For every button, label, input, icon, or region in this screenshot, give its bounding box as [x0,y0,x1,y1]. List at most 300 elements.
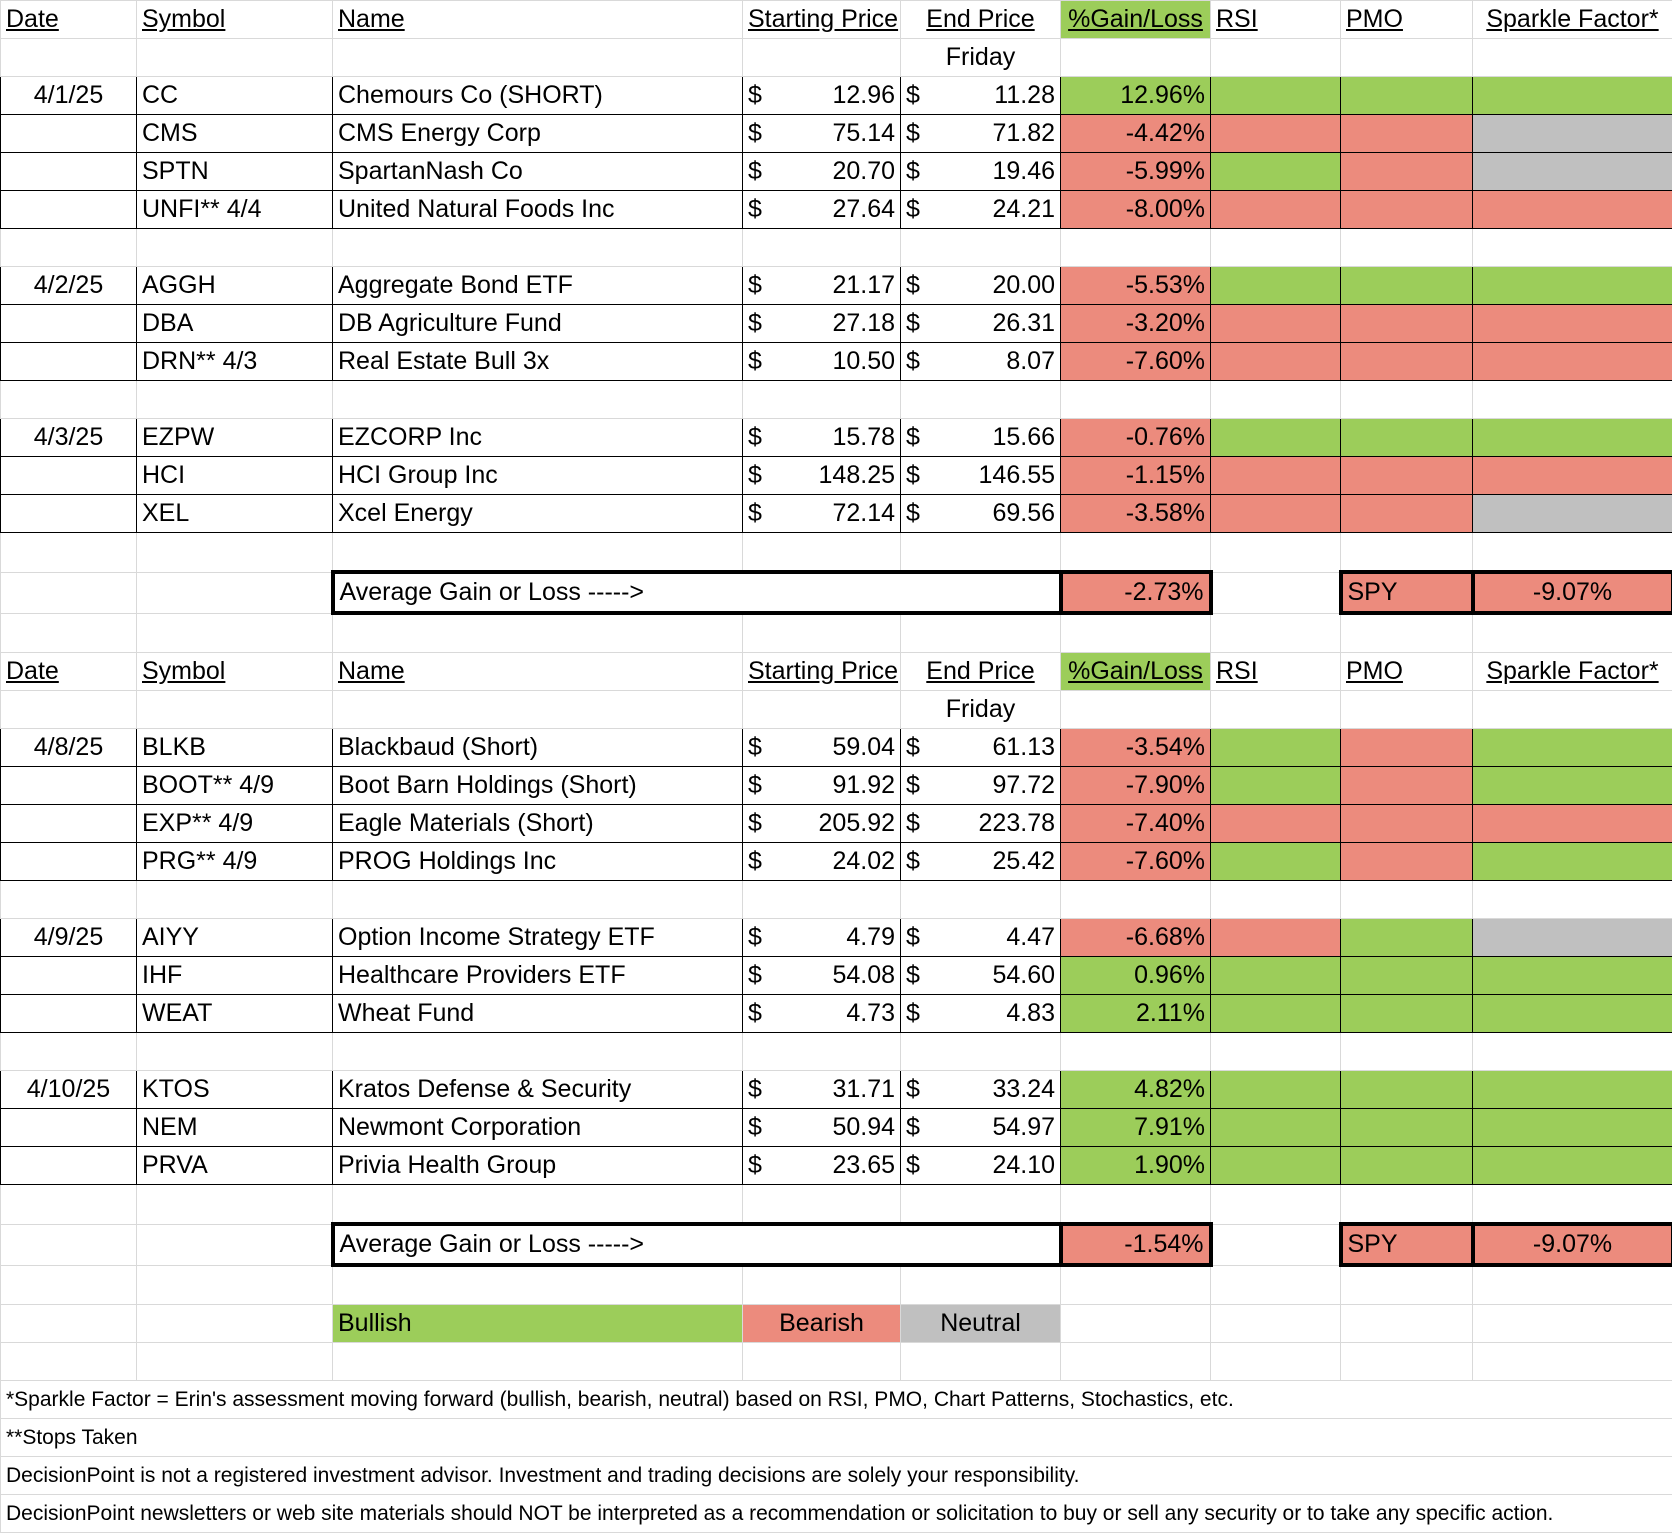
gain-loss-cell[interactable]: -8.00% [1061,191,1211,229]
empty-cell[interactable] [901,381,1061,419]
rsi-cell[interactable] [1211,305,1341,343]
rsi-cell[interactable] [1211,77,1341,115]
date-cell[interactable] [1,115,137,153]
symbol-cell[interactable]: BOOT** 4/9 [137,767,333,805]
empty-cell[interactable] [1211,572,1341,613]
empty-cell[interactable] [901,1033,1061,1071]
sparkle-factor-cell[interactable] [1473,919,1672,957]
pmo-cell[interactable] [1341,1109,1473,1147]
empty-cell[interactable] [1473,881,1672,919]
empty-cell[interactable] [137,229,333,267]
empty-cell[interactable] [1061,1343,1211,1381]
end-price-cell[interactable] [901,305,1061,343]
sparkle-factor-cell[interactable] [1473,805,1672,843]
empty-cell[interactable] [1473,1265,1672,1305]
empty-cell[interactable] [1341,381,1473,419]
empty-cell[interactable] [333,533,743,573]
empty-cell[interactable] [1061,613,1211,653]
empty-cell[interactable] [333,881,743,919]
gain-loss-cell[interactable]: -0.76% [1061,419,1211,457]
name-cell[interactable]: Healthcare Providers ETF [333,957,743,995]
header-starting-price[interactable]: Starting Price [743,1,901,39]
empty-cell[interactable] [333,1265,743,1305]
rsi-cell[interactable] [1211,495,1341,533]
starting-price-cell[interactable] [743,419,901,457]
empty-cell[interactable] [1211,1224,1341,1265]
symbol-cell[interactable]: EZPW [137,419,333,457]
empty-cell[interactable] [1,533,137,573]
empty-cell[interactable] [1061,691,1211,729]
header-starting-price[interactable]: Starting Price [743,653,901,691]
end-price-cell[interactable] [901,843,1061,881]
symbol-cell[interactable]: DBA [137,305,333,343]
empty-cell[interactable] [1,1343,137,1381]
symbol-cell[interactable]: NEM [137,1109,333,1147]
empty-cell[interactable] [1,1185,137,1225]
starting-price-cell[interactable] [743,995,901,1033]
average-gain-value[interactable]: -2.73% [1061,572,1211,613]
pmo-cell[interactable] [1341,957,1473,995]
date-cell[interactable] [1,1109,137,1147]
sparkle-factor-cell[interactable] [1473,1147,1672,1185]
empty-cell[interactable] [1211,1305,1341,1343]
gain-loss-cell[interactable]: -3.54% [1061,729,1211,767]
header-pmo[interactable]: PMO [1341,653,1473,691]
empty-cell[interactable] [1,1305,137,1343]
name-cell[interactable]: Real Estate Bull 3x [333,343,743,381]
header-sparkle-factor[interactable]: Sparkle Factor* [1473,1,1672,39]
gain-loss-cell[interactable]: -5.99% [1061,153,1211,191]
pmo-cell[interactable] [1341,995,1473,1033]
empty-cell[interactable] [1,1265,137,1305]
name-cell[interactable]: PROG Holdings Inc [333,843,743,881]
sparkle-factor-note[interactable]: *Sparkle Factor = Erin's assessment moving forward (bullish, bearish, neutral) based on RSI, PMO, Chart Patterns, Stochastics, etc. [1,1381,1672,1419]
end-price-cell[interactable] [901,153,1061,191]
symbol-cell[interactable]: XEL [137,495,333,533]
date-cell[interactable] [1,153,137,191]
empty-cell[interactable] [1473,1033,1672,1071]
gain-loss-cell[interactable]: -1.15% [1061,457,1211,495]
empty-cell[interactable] [1341,39,1473,77]
date-cell[interactable]: 4/9/25 [1,919,137,957]
empty-cell[interactable] [743,1224,901,1265]
gain-loss-cell[interactable]: 12.96% [1061,77,1211,115]
symbol-cell[interactable]: HCI [137,457,333,495]
starting-price-cell[interactable] [743,495,901,533]
gain-loss-cell[interactable]: -6.68% [1061,919,1211,957]
name-cell[interactable]: Blackbaud (Short) [333,729,743,767]
empty-cell[interactable] [1341,1185,1473,1225]
pmo-cell[interactable] [1341,729,1473,767]
empty-cell[interactable] [137,1033,333,1071]
rsi-cell[interactable] [1211,1109,1341,1147]
date-cell[interactable] [1,495,137,533]
starting-price-cell[interactable] [743,1147,901,1185]
starting-price-cell[interactable] [743,191,901,229]
sparkle-factor-cell[interactable] [1473,957,1672,995]
empty-cell[interactable] [901,613,1061,653]
empty-cell[interactable] [743,1265,901,1305]
end-price-cell[interactable] [901,1109,1061,1147]
empty-cell[interactable] [1061,1265,1211,1305]
empty-cell[interactable] [333,1033,743,1071]
gain-loss-cell[interactable]: -7.40% [1061,805,1211,843]
symbol-cell[interactable]: BLKB [137,729,333,767]
empty-cell[interactable] [1473,39,1672,77]
header-rsi[interactable]: RSI [1211,1,1341,39]
empty-cell[interactable] [1061,381,1211,419]
rsi-cell[interactable] [1211,729,1341,767]
sparkle-factor-cell[interactable] [1473,419,1672,457]
header-date[interactable]: Date [1,1,137,39]
disclaimer-advisor[interactable]: DecisionPoint is not a registered investment advisor. Investment and trading decisions are solely your responsibility. [1,1457,1672,1495]
name-cell[interactable]: Wheat Fund [333,995,743,1033]
legend-bullish[interactable]: Bullish [333,1305,743,1343]
name-cell[interactable]: Aggregate Bond ETF [333,267,743,305]
empty-cell[interactable] [1211,1343,1341,1381]
header-end-price[interactable]: End Price [901,653,1061,691]
symbol-cell[interactable]: EXP** 4/9 [137,805,333,843]
empty-cell[interactable] [137,39,333,77]
symbol-cell[interactable]: CMS [137,115,333,153]
sparkle-factor-cell[interactable] [1473,1109,1672,1147]
empty-cell[interactable] [333,229,743,267]
end-price-cell[interactable] [901,995,1061,1033]
end-price-cell[interactable] [901,343,1061,381]
empty-cell[interactable] [901,881,1061,919]
empty-cell[interactable] [137,1265,333,1305]
empty-cell[interactable] [1341,1033,1473,1071]
empty-cell[interactable] [901,229,1061,267]
pmo-cell[interactable] [1341,419,1473,457]
date-cell[interactable] [1,843,137,881]
empty-cell[interactable] [333,1185,743,1225]
empty-cell[interactable] [1061,881,1211,919]
empty-cell[interactable] [1341,533,1473,573]
gain-loss-cell[interactable]: -4.42% [1061,115,1211,153]
pmo-cell[interactable] [1341,115,1473,153]
name-cell[interactable]: HCI Group Inc [333,457,743,495]
empty-cell[interactable] [1211,229,1341,267]
starting-price-cell[interactable] [743,957,901,995]
end-price-cell[interactable] [901,267,1061,305]
empty-cell[interactable] [743,533,901,573]
legend-bearish[interactable]: Bearish [743,1305,901,1343]
symbol-cell[interactable]: UNFI** 4/4 [137,191,333,229]
end-price-cell[interactable] [901,1147,1061,1185]
empty-cell[interactable] [1,881,137,919]
empty-cell[interactable] [1,1033,137,1071]
empty-cell[interactable] [743,691,901,729]
empty-cell[interactable] [1473,1343,1672,1381]
empty-cell[interactable] [1473,1305,1672,1343]
end-price-cell[interactable] [901,115,1061,153]
empty-cell[interactable] [1211,691,1341,729]
sparkle-factor-cell[interactable] [1473,267,1672,305]
gain-loss-cell[interactable]: 1.90% [1061,1147,1211,1185]
header-name[interactable]: Name [333,653,743,691]
empty-cell[interactable] [1061,1305,1211,1343]
sparkle-factor-cell[interactable] [1473,995,1672,1033]
sparkle-factor-cell[interactable] [1473,843,1672,881]
name-cell[interactable]: Eagle Materials (Short) [333,805,743,843]
empty-cell[interactable] [1211,1033,1341,1071]
empty-cell[interactable] [137,1224,333,1265]
spy-label[interactable]: SPY [1341,1224,1473,1265]
empty-cell[interactable] [1473,613,1672,653]
sparkle-factor-cell[interactable] [1473,115,1672,153]
name-cell[interactable]: Boot Barn Holdings (Short) [333,767,743,805]
name-cell[interactable]: DB Agriculture Fund [333,305,743,343]
rsi-cell[interactable] [1211,805,1341,843]
rsi-cell[interactable] [1211,457,1341,495]
empty-cell[interactable] [901,1224,1061,1265]
date-cell[interactable] [1,457,137,495]
pmo-cell[interactable] [1341,767,1473,805]
gain-loss-cell[interactable]: 4.82% [1061,1071,1211,1109]
empty-cell[interactable] [1,229,137,267]
symbol-cell[interactable]: PRG** 4/9 [137,843,333,881]
starting-price-cell[interactable] [743,115,901,153]
empty-cell[interactable] [1211,381,1341,419]
average-gain-label[interactable]: Average Gain or Loss -----> [333,1224,743,1265]
average-gain-label[interactable]: Average Gain or Loss -----> [333,572,743,613]
empty-cell[interactable] [1061,1033,1211,1071]
pmo-cell[interactable] [1341,805,1473,843]
name-cell[interactable]: Kratos Defense & Security [333,1071,743,1109]
starting-price-cell[interactable] [743,457,901,495]
starting-price-cell[interactable] [743,77,901,115]
date-cell[interactable]: 4/8/25 [1,729,137,767]
starting-price-cell[interactable] [743,843,901,881]
end-price-cell[interactable] [901,191,1061,229]
name-cell[interactable]: SpartanNash Co [333,153,743,191]
average-gain-value[interactable]: -1.54% [1061,1224,1211,1265]
sparkle-factor-cell[interactable] [1473,729,1672,767]
empty-cell[interactable] [333,613,743,653]
end-price-cell[interactable] [901,1071,1061,1109]
pmo-cell[interactable] [1341,457,1473,495]
date-cell[interactable] [1,767,137,805]
header-rsi[interactable]: RSI [1211,653,1341,691]
rsi-cell[interactable] [1211,115,1341,153]
empty-cell[interactable] [137,533,333,573]
sparkle-factor-cell[interactable] [1473,305,1672,343]
empty-cell[interactable] [1211,613,1341,653]
empty-cell[interactable] [1341,613,1473,653]
empty-cell[interactable] [1,691,137,729]
empty-cell[interactable] [1,613,137,653]
date-cell[interactable]: 4/3/25 [1,419,137,457]
pmo-cell[interactable] [1341,153,1473,191]
sparkle-factor-cell[interactable] [1473,767,1672,805]
empty-cell[interactable] [743,613,901,653]
rsi-cell[interactable] [1211,1071,1341,1109]
gain-loss-cell[interactable]: -3.58% [1061,495,1211,533]
empty-cell[interactable] [333,691,743,729]
pmo-cell[interactable] [1341,191,1473,229]
pmo-cell[interactable] [1341,343,1473,381]
empty-cell[interactable] [1473,1185,1672,1225]
empty-cell[interactable] [137,881,333,919]
empty-cell[interactable] [1341,1343,1473,1381]
date-cell[interactable] [1,805,137,843]
date-cell[interactable] [1,1147,137,1185]
header-gain-loss[interactable]: %Gain/Loss [1061,653,1211,691]
disclaimer-recommendation[interactable]: DecisionPoint newsletters or web site materials should NOT be interpreted as a recommendation or solicitation to buy or sell any security or to take any specific action. [1,1495,1672,1533]
date-cell[interactable]: 4/1/25 [1,77,137,115]
empty-cell[interactable] [1341,881,1473,919]
spy-value[interactable]: -9.07% [1473,1224,1672,1265]
empty-cell[interactable] [333,39,743,77]
empty-cell[interactable] [1211,533,1341,573]
empty-cell[interactable] [137,381,333,419]
empty-cell[interactable] [743,572,901,613]
empty-cell[interactable] [743,881,901,919]
rsi-cell[interactable] [1211,267,1341,305]
empty-cell[interactable] [1061,533,1211,573]
rsi-cell[interactable] [1211,343,1341,381]
date-cell[interactable] [1,957,137,995]
gain-loss-cell[interactable]: 7.91% [1061,1109,1211,1147]
symbol-cell[interactable]: IHF [137,957,333,995]
stops-taken-note[interactable]: **Stops Taken [1,1419,1672,1457]
empty-cell[interactable] [1211,1265,1341,1305]
starting-price-cell[interactable] [743,1109,901,1147]
name-cell[interactable]: Privia Health Group [333,1147,743,1185]
empty-cell[interactable] [743,1343,901,1381]
empty-cell[interactable] [333,1343,743,1381]
empty-cell[interactable] [1,39,137,77]
empty-cell[interactable] [1061,39,1211,77]
empty-cell[interactable] [137,1185,333,1225]
empty-cell[interactable] [1341,1305,1473,1343]
empty-cell[interactable] [743,1033,901,1071]
end-price-cell[interactable] [901,729,1061,767]
empty-cell[interactable] [1211,881,1341,919]
date-cell[interactable] [1,343,137,381]
sparkle-factor-cell[interactable] [1473,77,1672,115]
pmo-cell[interactable] [1341,267,1473,305]
gain-loss-cell[interactable]: -7.60% [1061,843,1211,881]
starting-price-cell[interactable] [743,767,901,805]
spy-value[interactable]: -9.07% [1473,572,1672,613]
header-date[interactable]: Date [1,653,137,691]
symbol-cell[interactable]: DRN** 4/3 [137,343,333,381]
name-cell[interactable]: EZCORP Inc [333,419,743,457]
name-cell[interactable]: Option Income Strategy ETF [333,919,743,957]
rsi-cell[interactable] [1211,191,1341,229]
gain-loss-cell[interactable]: -7.90% [1061,767,1211,805]
empty-cell[interactable] [1473,381,1672,419]
pmo-cell[interactable] [1341,919,1473,957]
sparkle-factor-cell[interactable] [1473,495,1672,533]
pmo-cell[interactable] [1341,305,1473,343]
pmo-cell[interactable] [1341,843,1473,881]
symbol-cell[interactable]: AGGH [137,267,333,305]
end-price-cell[interactable] [901,805,1061,843]
empty-cell[interactable] [743,381,901,419]
empty-cell[interactable] [1211,39,1341,77]
empty-cell[interactable] [1211,1185,1341,1225]
sparkle-factor-cell[interactable] [1473,1071,1672,1109]
starting-price-cell[interactable] [743,805,901,843]
starting-price-cell[interactable] [743,729,901,767]
name-cell[interactable]: United Natural Foods Inc [333,191,743,229]
header-symbol[interactable]: Symbol [137,653,333,691]
starting-price-cell[interactable] [743,305,901,343]
rsi-cell[interactable] [1211,1147,1341,1185]
end-price-subheader[interactable]: Friday [901,691,1061,729]
pmo-cell[interactable] [1341,1147,1473,1185]
rsi-cell[interactable] [1211,957,1341,995]
end-price-cell[interactable] [901,767,1061,805]
header-pmo[interactable]: PMO [1341,1,1473,39]
end-price-cell[interactable] [901,495,1061,533]
gain-loss-cell[interactable]: -7.60% [1061,343,1211,381]
empty-cell[interactable] [1473,691,1672,729]
name-cell[interactable]: Newmont Corporation [333,1109,743,1147]
header-sparkle-factor[interactable]: Sparkle Factor* [1473,653,1672,691]
rsi-cell[interactable] [1211,419,1341,457]
name-cell[interactable]: Chemours Co (SHORT) [333,77,743,115]
gain-loss-cell[interactable]: -5.53% [1061,267,1211,305]
starting-price-cell[interactable] [743,343,901,381]
empty-cell[interactable] [743,229,901,267]
empty-cell[interactable] [137,691,333,729]
end-price-cell[interactable] [901,419,1061,457]
empty-cell[interactable] [1061,229,1211,267]
empty-cell[interactable] [901,1265,1061,1305]
symbol-cell[interactable]: AIYY [137,919,333,957]
header-symbol[interactable]: Symbol [137,1,333,39]
sparkle-factor-cell[interactable] [1473,153,1672,191]
rsi-cell[interactable] [1211,919,1341,957]
empty-cell[interactable] [1,1224,137,1265]
end-price-cell[interactable] [901,77,1061,115]
end-price-subheader[interactable]: Friday [901,39,1061,77]
sparkle-factor-cell[interactable] [1473,457,1672,495]
date-cell[interactable]: 4/2/25 [1,267,137,305]
empty-cell[interactable] [743,1185,901,1225]
empty-cell[interactable] [1,572,137,613]
empty-cell[interactable] [901,1343,1061,1381]
header-name[interactable]: Name [333,1,743,39]
empty-cell[interactable] [1473,229,1672,267]
symbol-cell[interactable]: PRVA [137,1147,333,1185]
starting-price-cell[interactable] [743,1071,901,1109]
empty-cell[interactable] [901,533,1061,573]
empty-cell[interactable] [901,572,1061,613]
sparkle-factor-cell[interactable] [1473,343,1672,381]
date-cell[interactable] [1,305,137,343]
empty-cell[interactable] [1061,1185,1211,1225]
sparkle-factor-cell[interactable] [1473,191,1672,229]
empty-cell[interactable] [333,381,743,419]
symbol-cell[interactable]: WEAT [137,995,333,1033]
rsi-cell[interactable] [1211,843,1341,881]
empty-cell[interactable] [1,381,137,419]
symbol-cell[interactable]: CC [137,77,333,115]
symbol-cell[interactable]: SPTN [137,153,333,191]
rsi-cell[interactable] [1211,767,1341,805]
pmo-cell[interactable] [1341,77,1473,115]
empty-cell[interactable] [1341,1265,1473,1305]
rsi-cell[interactable] [1211,995,1341,1033]
end-price-cell[interactable] [901,919,1061,957]
name-cell[interactable]: Xcel Energy [333,495,743,533]
name-cell[interactable]: CMS Energy Corp [333,115,743,153]
